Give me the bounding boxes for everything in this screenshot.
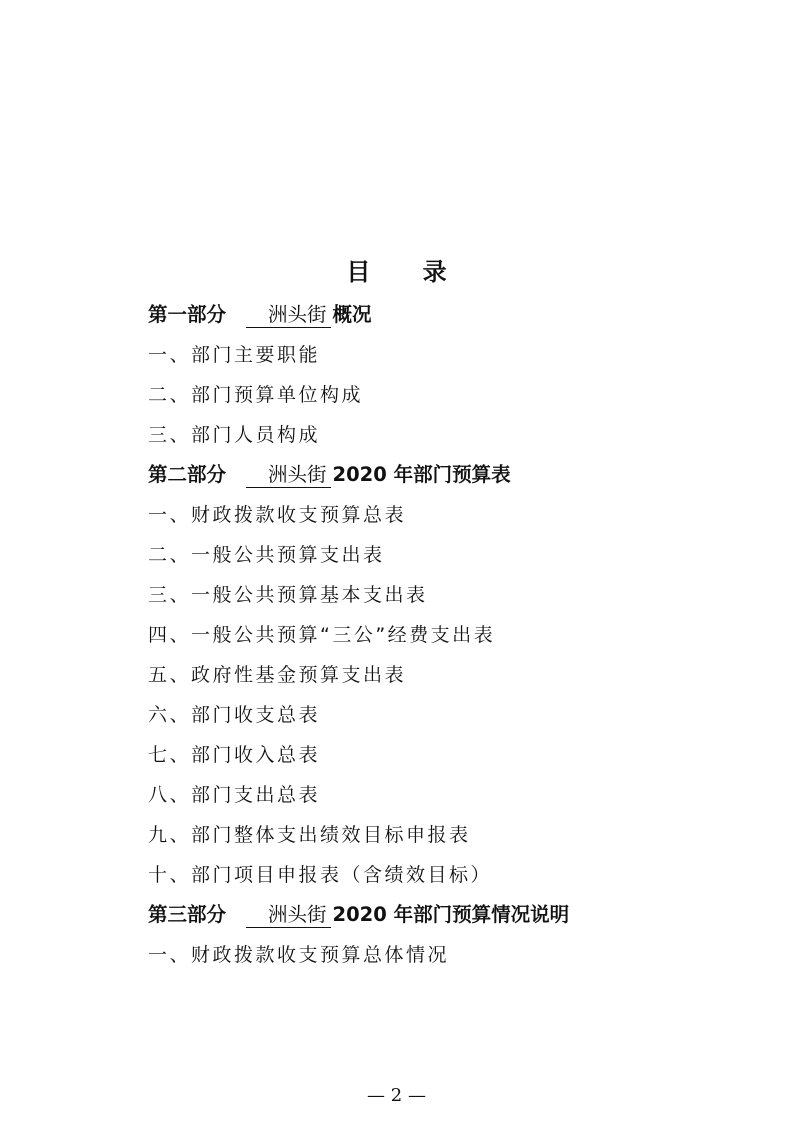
toc-item[interactable]: 一、财政拨款收支预算总体情况 — [148, 944, 450, 966]
part-title: 2020 年部门预算表 — [332, 463, 511, 486]
unit-name: 洲头街 — [246, 463, 331, 488]
toc-item[interactable]: 九、部门整体支出绩效目标申报表 — [148, 824, 471, 846]
toc-part-2-heading[interactable] — [148, 458, 569, 498]
toc-item[interactable]: 十、部门项目申报表（含绩效目标） — [148, 864, 493, 886]
part-title: 概况 — [332, 303, 372, 326]
toc-item[interactable]: 一、部门主要职能 — [148, 344, 321, 366]
toc-item[interactable]: 五、政府性基金预算支出表 — [148, 664, 407, 686]
toc-item[interactable]: 三、一般公共预算基本支出表 — [148, 584, 428, 606]
part-label: 第二部分 — [148, 463, 227, 486]
unit-name: 洲头街 — [246, 903, 331, 928]
toc-item[interactable]: 四、一般公共预算“三公”经费支出表 — [148, 624, 496, 646]
toc-item[interactable]: 八、部门支出总表 — [148, 784, 321, 806]
part-title: 2020 年部门预算情况说明 — [332, 903, 570, 926]
unit-name: 洲头街 — [246, 303, 331, 328]
table-of-contents — [148, 298, 569, 978]
part-label: 第三部分 — [148, 903, 227, 926]
part-label: 第一部分 — [148, 303, 227, 326]
toc-item[interactable]: 六、部门收支总表 — [148, 704, 321, 726]
page-title: 目 录 — [346, 258, 469, 286]
toc-part-3-heading[interactable] — [148, 898, 569, 938]
toc-item[interactable]: 二、部门预算单位构成 — [148, 384, 364, 406]
toc-item[interactable]: 一、财政拨款收支预算总表 — [148, 504, 407, 526]
toc-item[interactable]: 二、一般公共预算支出表 — [148, 544, 385, 566]
page-number: — 2 — — [367, 1085, 426, 1106]
toc-item[interactable]: 七、部门收入总表 — [148, 744, 321, 766]
toc-part-1-heading[interactable] — [148, 298, 569, 338]
toc-item[interactable]: 三、部门人员构成 — [148, 424, 321, 446]
